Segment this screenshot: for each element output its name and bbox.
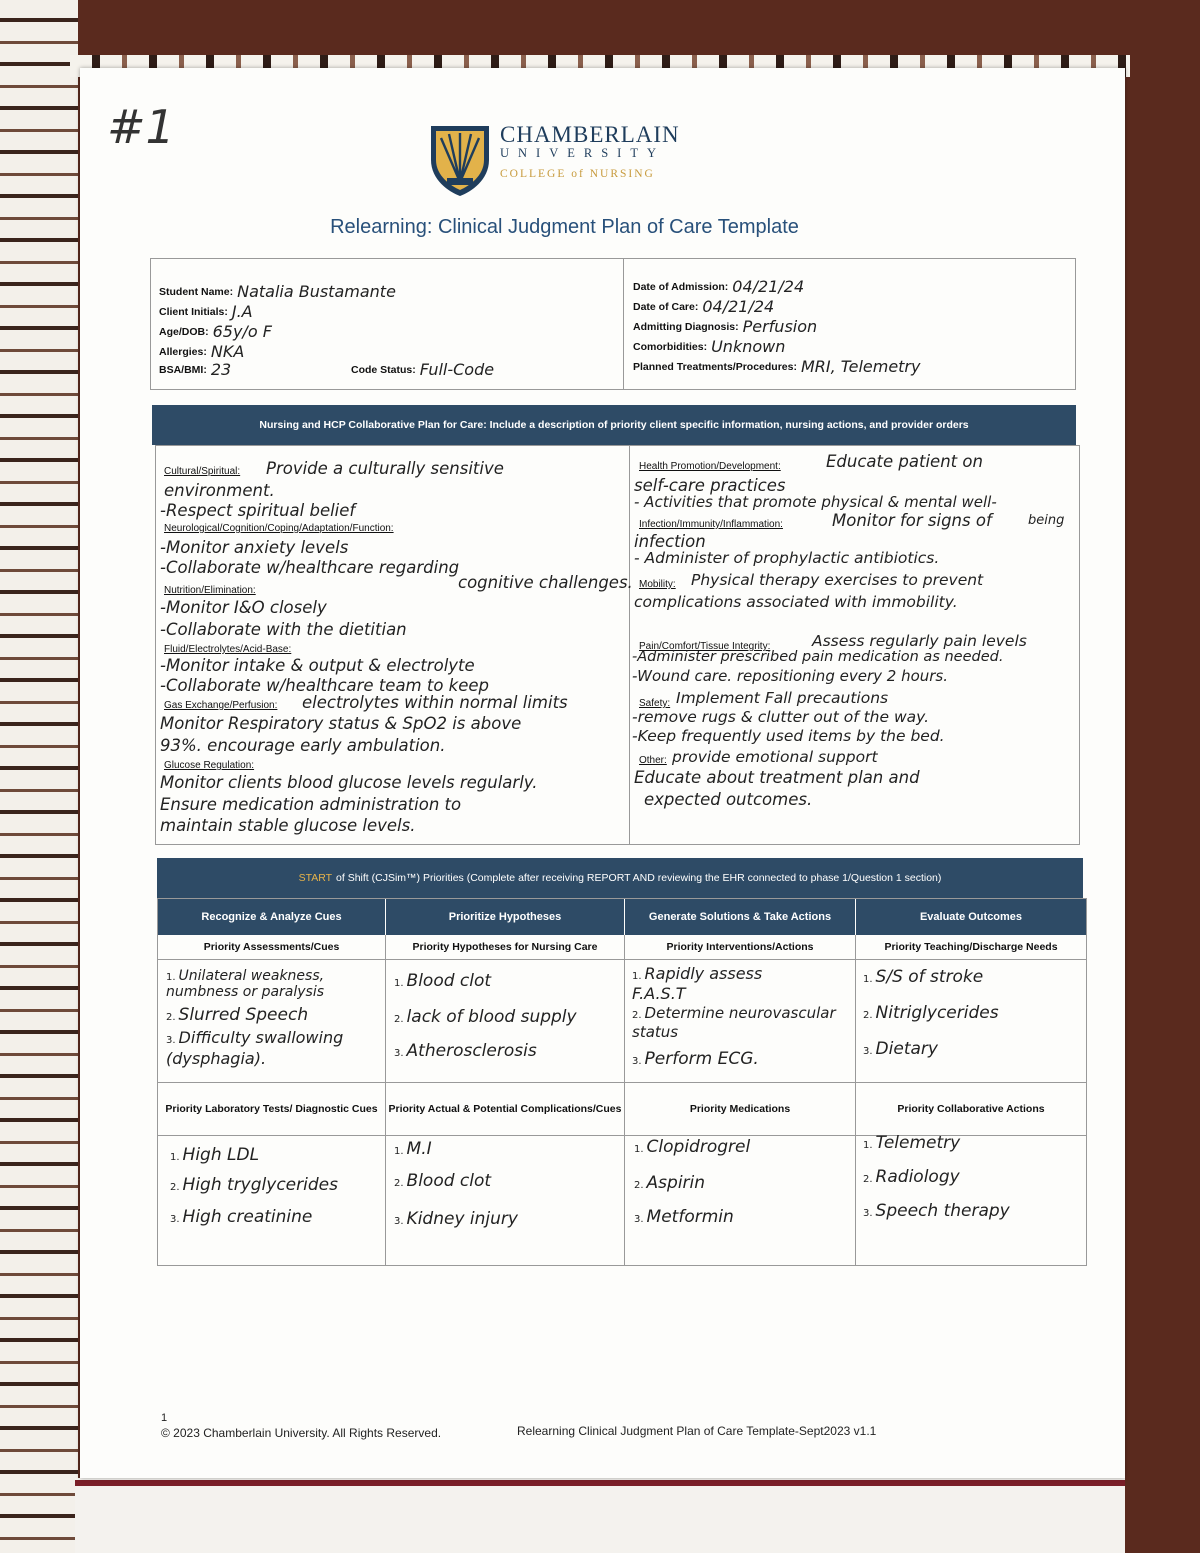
allergies-field: Allergies: NKA [159,342,245,361]
plan-line: 93%. encourage early ambulation. [160,736,446,755]
collaborative-item: 1. Telemetry [863,1133,961,1153]
teaching-item: 2. Nitriglycerides [863,1003,999,1023]
plan-line: -Monitor I&O closely [160,598,327,617]
background-left-edge [0,0,78,1553]
footer-page-number: 1 [161,1412,168,1424]
plan-line: -Respect spiritual belief [160,501,356,520]
plan-line: Educate patient on [826,452,983,471]
row1-header: Priority Hypotheses for Nursing Care [412,941,598,953]
client-initials-field: Client Initials: J.A [159,302,253,321]
collaborative-item: 3. Speech therapy [863,1201,1010,1221]
footer-template-name: Relearning Clinical Judgment Plan of Care Template-Sept2023 v1.1 [517,1424,877,1438]
plan-line: Monitor clients blood glucose levels regularly. [160,773,538,792]
medication-item: 3. Metformin [634,1207,734,1227]
plan-line: Ensure medication administration to [160,795,462,814]
intervention-item: 3. Perform ECG. [632,1049,759,1069]
column-header: Prioritize Hypotheses [386,899,624,935]
hypothesis-item: 2. lack of blood supply [394,1007,577,1027]
planned-treatments-field: Planned Treatments/Procedures: MRI, Telemetry [633,357,921,376]
safety-label: Safety: [639,698,671,709]
student-info-box [150,258,1076,390]
shield-icon [427,122,493,198]
plan-line: -Monitor intake & output & electrolyte [160,656,475,675]
age-dob-field: Age/DOB: 65y/o F [159,322,272,341]
lab-item: 3. High creatinine [170,1207,313,1227]
health-promotion-label: Health Promotion/Development: [639,461,781,472]
intervention-item: 2. Determine neurovascular status [632,1004,836,1041]
page-number-handwritten: #1 [107,100,175,154]
mobility-label: Mobility: [639,579,676,590]
row1-header: Priority Teaching/Discharge Needs [884,941,1058,953]
plan-line: Provide a culturally sensitive [266,459,504,478]
row2-header: Priority Laboratory Tests/ Diagnostic Cues [165,1103,378,1115]
plan-line: Monitor for signs of [832,511,992,530]
bsa-bmi-field: BSA/BMI: 23 [159,360,232,379]
logo-line-1: CHAMBERLAIN [500,122,680,147]
plan-line: -Administer prescribed pain medication as needed. [632,649,1004,665]
plan-line: infection [634,532,706,551]
document-title: Relearning: Clinical Judgment Plan of Care Template [330,216,799,238]
plan-line: -remove rugs & clutter out of the way. [632,708,930,726]
plan-line: self-care practices [634,476,786,495]
infection-label: Infection/Immunity/Inflammation: [639,519,783,530]
code-status-field: Code Status: Full-Code [351,360,495,379]
nutrition-label: Nutrition/Elimination: [164,585,256,596]
teaching-item: 3. Dietary [863,1039,938,1059]
teaching-item: 1. S/S of stroke [863,967,984,987]
plan-line: -Collaborate with the dietitian [160,620,407,639]
plan-line: -Monitor anxiety levels [160,538,349,557]
plan-line: being [1028,513,1065,528]
comorbidities-field: Comorbidities: Unknown [633,337,786,356]
complication-item: 1. M.I [394,1139,432,1159]
plan-line: cognitive challenges. [458,573,633,592]
plan-line: Educate about treatment plan and [634,768,920,787]
plan-line: -Keep frequently used items by the bed. [632,727,945,745]
plan-line: -Collaborate w/healthcare team to keep [160,676,490,695]
row2-header: Priority Collaborative Actions [897,1103,1045,1115]
complication-item: 3. Kidney injury [394,1209,518,1229]
row2-header: Priority Actual & Potential Complications/Cues [388,1103,622,1115]
assessment-item: 1. Unilateral weakness, numbness or paralysis [166,968,325,1000]
plan-line: maintain stable glucose levels. [160,816,416,835]
student-name-field: Student Name: Natalia Bustamante [159,282,396,301]
date-of-care-field: Date of Care: 04/21/24 [633,297,775,316]
admitting-diagnosis-field: Admitting Diagnosis: Perfusion [633,317,818,336]
intervention-item: 1. Rapidly assess F.A.S.T [632,964,763,1003]
plan-line: - Administer of prophylactic antibiotics. [634,549,940,567]
plan-line: Physical therapy exercises to prevent [691,571,984,589]
plan-line: electrolytes within normal limits [302,693,568,712]
assessment-item: 3. Difficulty swallowing (dysphagia). [166,1028,344,1068]
fluid-label: Fluid/Electrolytes/Acid-Base: [164,644,292,655]
plan-line: Monitor Respiratory status & SpO2 is above [160,714,522,733]
neuro-label: Neurological/Cognition/Coping/Adaptation/Function: [164,523,394,534]
plan-line: environment. [164,481,275,500]
other-label: Other: [639,755,667,766]
plan-line: Assess regularly pain levels [812,632,1027,650]
lab-item: 1. High LDL [170,1145,260,1165]
plan-of-care-header: Nursing and HCP Collaborative Plan for Care: Include a description of priority client specific information, nursing actions, and provider orders [152,405,1076,445]
date-of-admission-field: Date of Admission: 04/21/24 [633,277,805,296]
plan-line: - Activities that promote physical & mental well- [634,493,997,511]
start-of-shift-header: START of Shift (CJSim™) Priorities (Complete after receiving REPORT AND reviewing the EHR connected to phase 1/Question 1 section) [157,858,1083,898]
hypothesis-item: 3. Atherosclerosis [394,1041,537,1061]
lab-item: 2. High tryglycerides [170,1175,338,1195]
plan-line: complications associated with immobility. [634,593,958,611]
complication-item: 2. Blood clot [394,1171,492,1191]
logo-line-3: COLLEGE of NURSING [500,168,655,180]
glucose-label: Glucose Regulation: [164,760,255,771]
cultural-label: Cultural/Spiritual: [164,466,241,477]
background-bottom-edge [75,1478,1125,1553]
chamberlain-logo [425,122,725,200]
row1-header: Priority Assessments/Cues [203,941,340,953]
medication-item: 1. Clopidrogrel [634,1137,751,1157]
assessment-item: 2. Slurred Speech [166,1005,309,1025]
plan-line: -Collaborate w/healthcare regarding [160,558,460,577]
row2-header: Priority Medications [689,1103,791,1115]
plan-line: -Wound care. repositioning every 2 hours. [632,667,949,685]
footer-copyright: © 2023 Chamberlain University. All Rights Reserved. [161,1426,442,1440]
pain-comfort-label: Pain/Comfort/Tissue Integrity: [639,641,771,652]
logo-line-2: UNIVERSITY [500,146,665,160]
column-header: Generate Solutions & Take Actions [625,899,855,935]
collaborative-item: 2. Radiology [863,1167,960,1187]
plan-line: provide emotional support [672,748,878,766]
medication-item: 2. Aspirin [634,1173,706,1193]
cues-table [157,898,1087,1266]
plan-line: expected outcomes. [644,790,813,809]
plan-line: Implement Fall precautions [676,689,889,707]
gas-label: Gas Exchange/Perfusion: [164,700,278,711]
column-header: Recognize & Analyze Cues [158,899,385,935]
hypothesis-item: 1. Blood clot [394,971,492,991]
row1-header: Priority Interventions/Actions [666,941,814,953]
column-header: Evaluate Outcomes [856,899,1086,935]
plan-of-care-body [155,445,1080,845]
